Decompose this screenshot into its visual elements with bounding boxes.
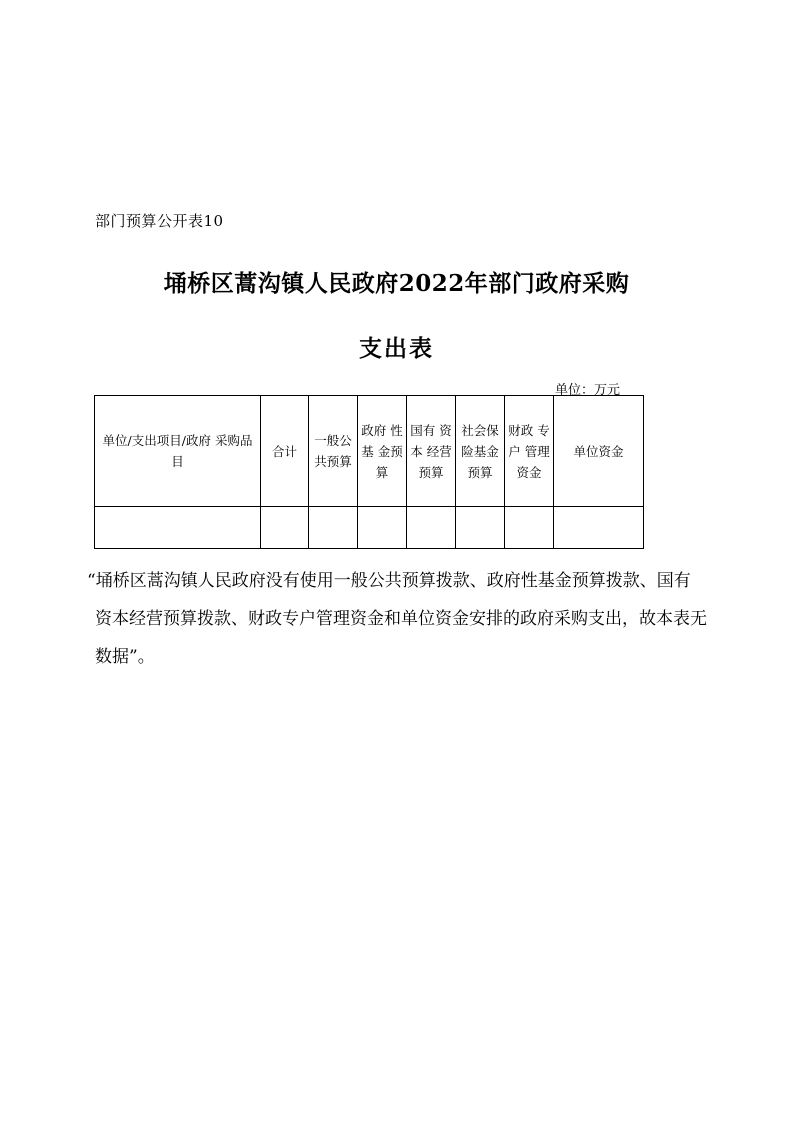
table-cell [407,507,456,549]
unit-label: 单位：万元 [555,383,621,398]
table-cell [505,507,554,549]
header-government-fund-budget: 政府 性基 金预算 [358,396,407,507]
table-cell [309,507,358,549]
procurement-expenditure-table [94,395,644,549]
table-cell [95,507,261,549]
page-title-continued: 支出表 [359,335,434,362]
header-general-public-budget: 一般公共预算 [309,396,358,507]
page-title: 埇桥区蒿沟镇人民政府2022年部门政府采购 [163,270,630,297]
header-unit-funds: 单位资金 [554,396,644,507]
table-cell [261,507,309,549]
no-data-note: “埇桥区蒿沟镇人民政府没有使用一般公共预算拨款、政府性基金预算拨款、国有资本经营预算拨款、财政专户管理资金和单位资金安排的政府采购支出，故本表无数据”。 [87,571,707,667]
document-label: 部门预算公开表10 [95,212,224,230]
header-total: 合计 [261,396,309,507]
header-item-column: 单位/支出项目/政府 采购品目 [95,396,261,507]
table-row [95,507,644,549]
table-cell [554,507,644,549]
table-cell [456,507,505,549]
header-social-insurance-fund-budget: 社会保险基金预算 [456,396,505,507]
table-cell [358,507,407,549]
header-state-capital-budget: 国有 资本 经营预算 [407,396,456,507]
header-special-account-funds: 财政 专户 管理资金 [505,396,554,507]
table-header-row [95,396,644,507]
